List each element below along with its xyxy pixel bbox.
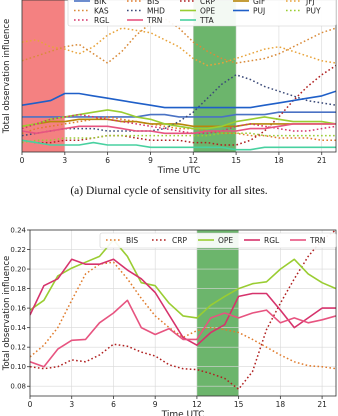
c1-x-axis-label: Time UTC bbox=[157, 166, 201, 176]
c1-series-line-trn bbox=[22, 124, 336, 133]
c2-legend-label-bis: BIS bbox=[126, 236, 139, 245]
c2-y-tick-label: 0.20 bbox=[10, 265, 26, 274]
figure-caption: (a) Diurnal cycle of sensitivity for all sites. bbox=[70, 185, 268, 197]
c2-y-tick-label: 0.22 bbox=[10, 246, 26, 255]
c2-legend-label-crp: CRP bbox=[172, 236, 187, 245]
c1-series-line-puj bbox=[22, 91, 336, 107]
c2-legend bbox=[100, 233, 336, 248]
c1-legend bbox=[68, 0, 336, 26]
c2-x-axis-label: Time UTC bbox=[161, 410, 205, 416]
c2-y-tick-label: 0.24 bbox=[10, 226, 26, 235]
chart-diurnal-selected-sites bbox=[0, 200, 338, 416]
c1-legend-label-gif: GIF bbox=[253, 0, 266, 6]
c1-x-tick-label: 18 bbox=[274, 156, 284, 165]
c2-x-tick-label: 3 bbox=[69, 400, 75, 409]
c1-legend-label-bis: BIS bbox=[147, 0, 160, 6]
c2-series-line-ope bbox=[30, 240, 336, 318]
c1-series-group bbox=[22, 19, 336, 150]
c2-x-tick-label: 12 bbox=[192, 400, 202, 409]
c2-legend-label-trn: TRN bbox=[310, 236, 326, 245]
c2-y-tick-label: 0.18 bbox=[10, 285, 26, 294]
c2-x-tick-label: 18 bbox=[275, 400, 286, 409]
c1-x-tick-label: 3 bbox=[62, 156, 68, 165]
c1-series-line-tta bbox=[22, 140, 336, 149]
c2-series-line-crp bbox=[30, 230, 336, 389]
c1-x-tick-label: 9 bbox=[148, 156, 153, 165]
c2-x-tick-label: 21 bbox=[317, 400, 327, 409]
c2-y-tick-label: 0.16 bbox=[10, 304, 26, 313]
c2-x-tick-label: 9 bbox=[152, 400, 158, 409]
c1-legend-label-kas: KAS bbox=[94, 6, 109, 16]
c2-series-line-trn bbox=[30, 300, 336, 366]
c2-x-tick-label: 15 bbox=[233, 400, 244, 409]
c1-legend-label-ope: OPE bbox=[200, 6, 216, 16]
c2-y-axis-label: Total observation influence bbox=[2, 255, 12, 371]
c1-x-tick-label: 15 bbox=[231, 156, 241, 165]
c2-x-tick-label: 0 bbox=[27, 400, 33, 409]
c1-legend-label-mhd: MHD bbox=[147, 6, 165, 16]
c1-legend-label-trn: TRN bbox=[147, 16, 163, 25]
c2-y-tick-label: 0.12 bbox=[10, 343, 26, 352]
c2-y-tick-label: 0.10 bbox=[10, 363, 26, 372]
c1-x-tick-label: 12 bbox=[188, 156, 199, 165]
c1-series-line-puy bbox=[22, 133, 336, 142]
c1-legend-label-rgl: RGL bbox=[94, 16, 110, 25]
c2-legend-label-ope: OPE bbox=[218, 236, 234, 245]
c2-y-tick-label: 0.14 bbox=[10, 324, 26, 333]
chart-diurnal-all-sites bbox=[0, 0, 338, 180]
c1-legend-label-puy: PUY bbox=[306, 6, 321, 16]
c2-plot-frame bbox=[30, 230, 336, 396]
c1-x-tick-label: 0 bbox=[19, 156, 25, 165]
c1-y-axis-label: Total observation influence bbox=[2, 18, 12, 134]
c1-legend-label-puj: PUJ bbox=[253, 6, 266, 16]
c1-legend-label-jfj: JFJ bbox=[306, 0, 315, 6]
c1-x-tick-label: 6 bbox=[105, 156, 111, 165]
c2-series-group bbox=[30, 230, 336, 389]
c2-legend-label-rgl: RGL bbox=[264, 236, 280, 245]
c2-series-line-rgl bbox=[30, 259, 336, 345]
c1-legend-label-tta: TTA bbox=[200, 16, 214, 25]
c1-legend-label-bik: BIK bbox=[94, 0, 107, 6]
c1-legend-label-crp: CRP bbox=[200, 0, 215, 6]
c1-x-tick-label: 21 bbox=[316, 156, 327, 165]
c2-x-tick-label: 6 bbox=[111, 400, 116, 409]
c2-y-tick-label: 0.08 bbox=[10, 382, 26, 391]
